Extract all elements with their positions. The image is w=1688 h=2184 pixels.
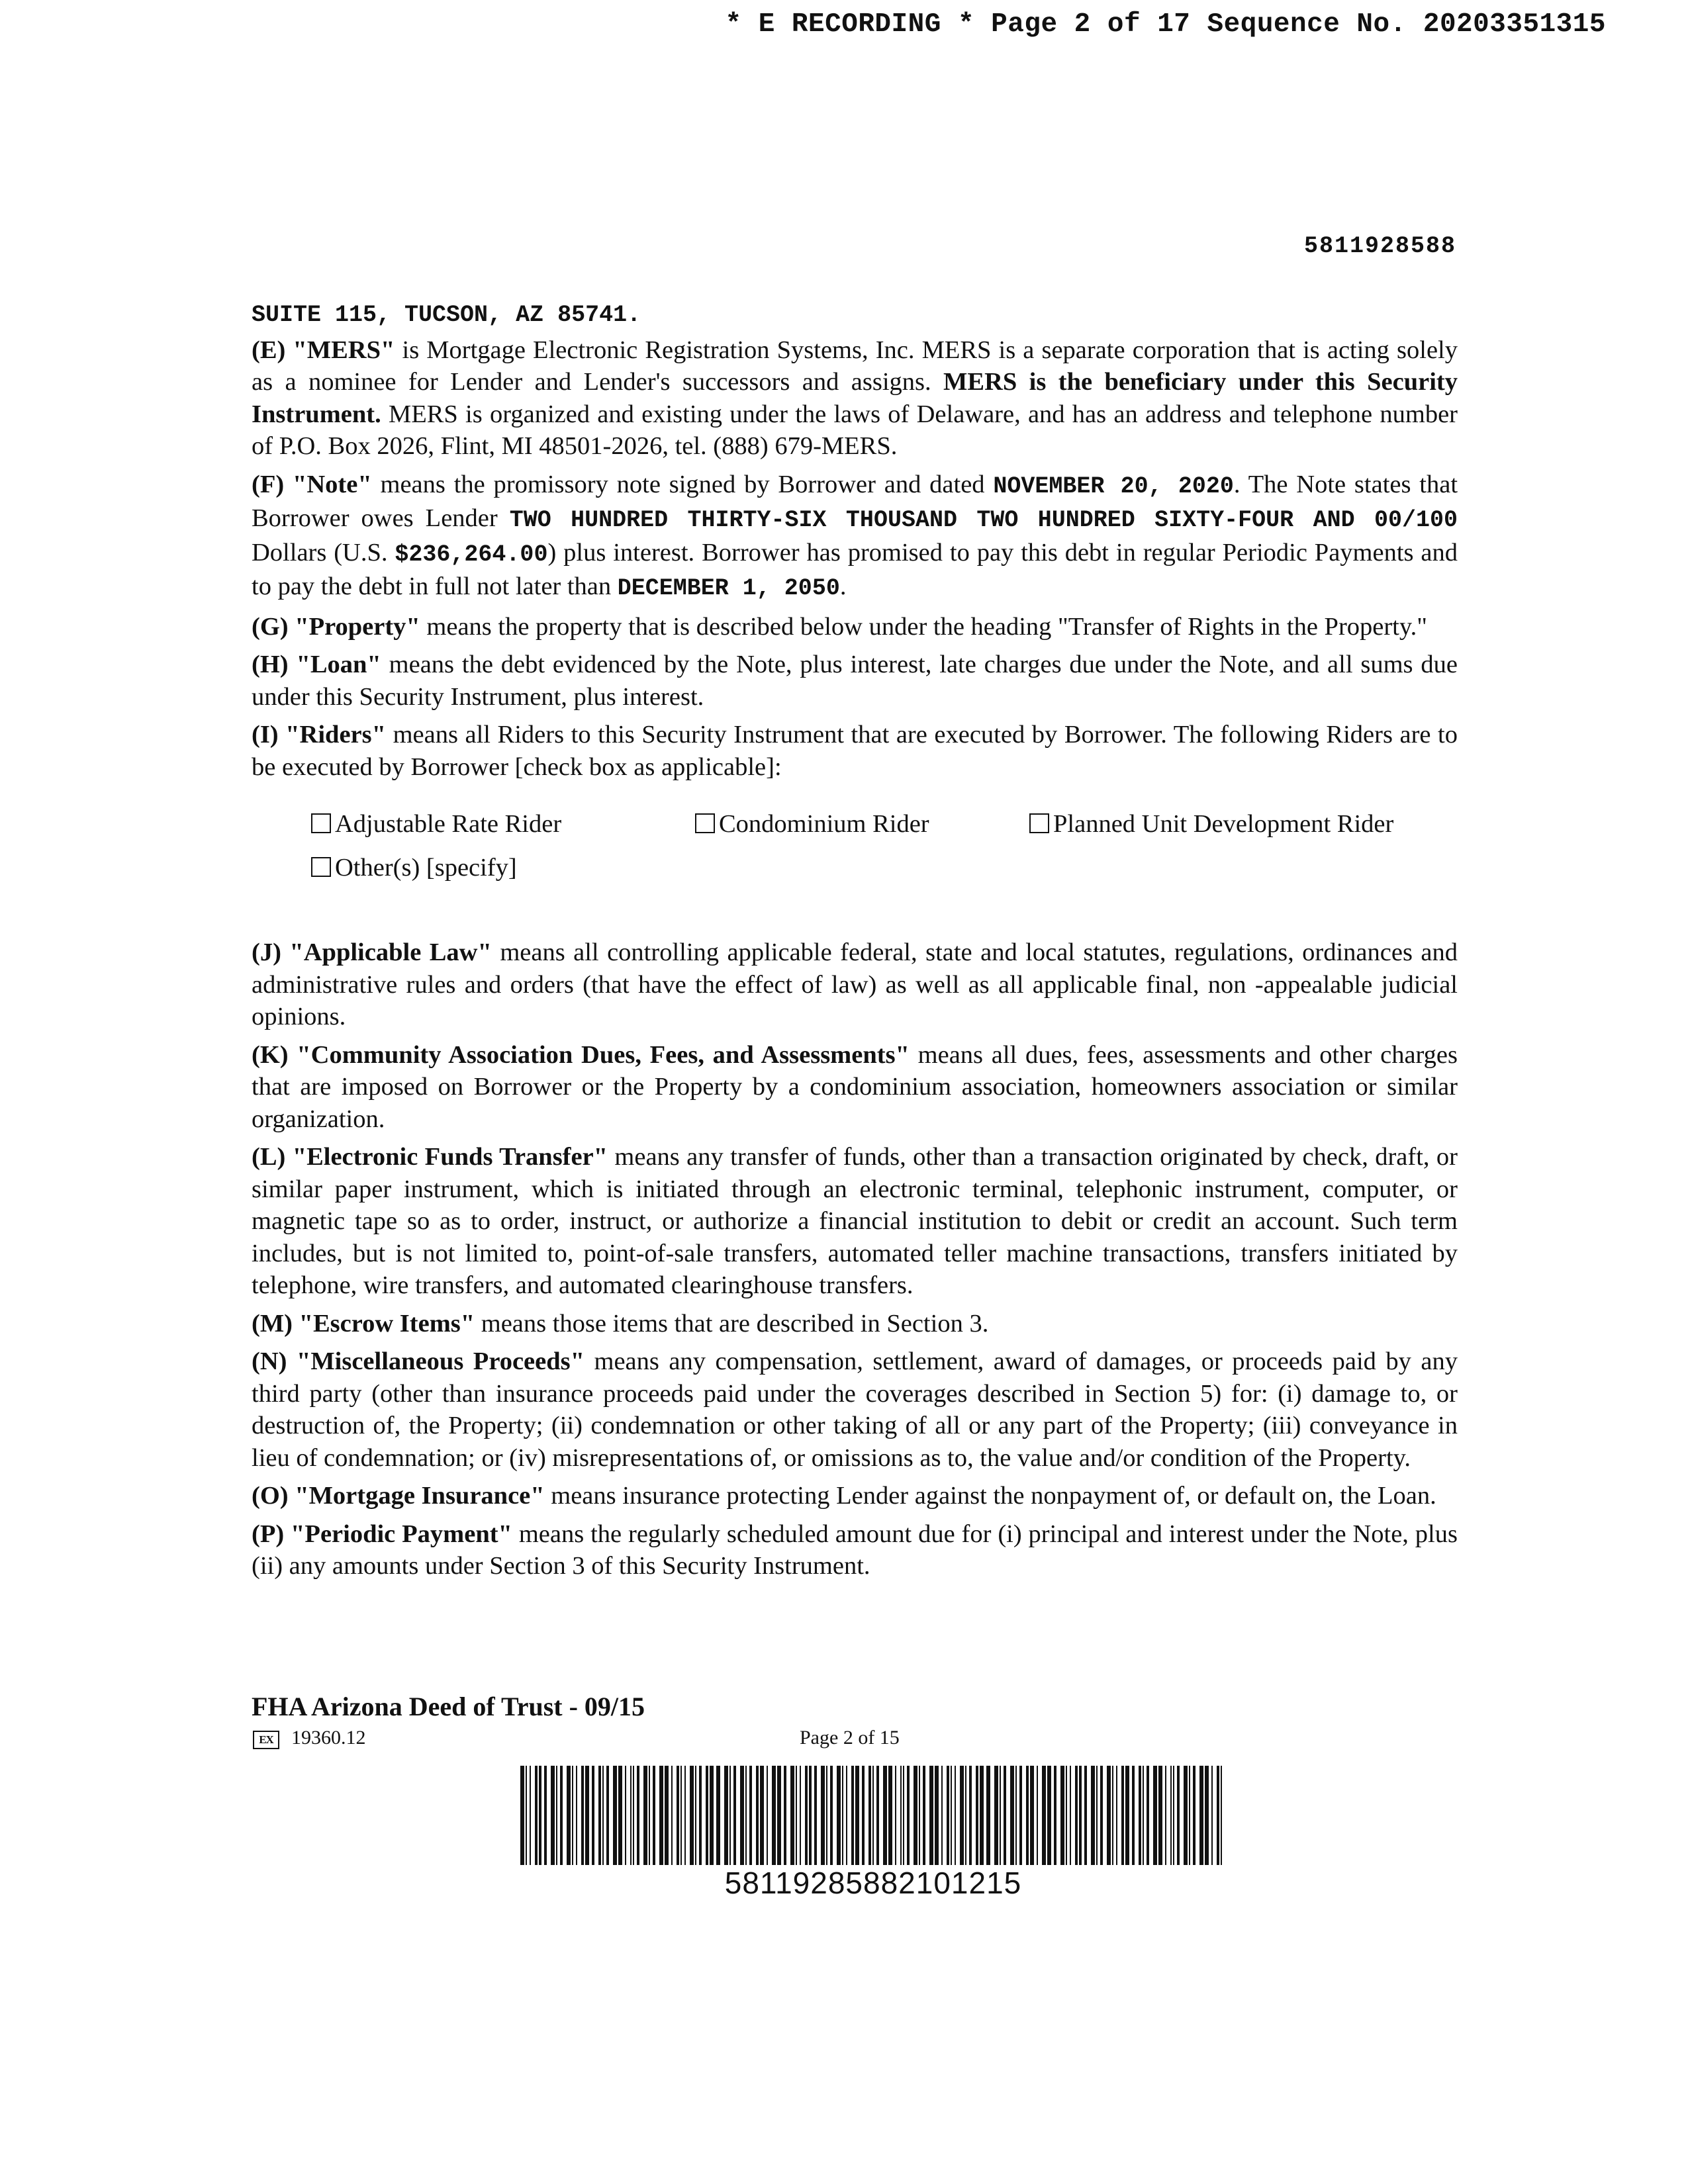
term-periodic-payment: (P) "Periodic Payment"	[252, 1520, 512, 1548]
loan-number: 5811928588	[1303, 233, 1456, 259]
term-loan: (H) "Loan"	[252, 651, 381, 678]
definition-h-loan: (H) "Loan" means the debt evidenced by the Note, plus interest, late charges due under the Note, and all sums due under this Security Instrument, plus interest.	[252, 651, 1458, 711]
term-electronic-funds-transfer: (L) "Electronic Funds Transfer"	[252, 1143, 608, 1171]
page-number: Page 2 of 15	[800, 1727, 900, 1749]
term-applicable-law: (J) "Applicable Law"	[252, 938, 492, 966]
definition-k-community-association: (K) "Community Association Dues, Fees, and Assessments" means all dues, fees, assessments and other charges that are imposed on Borrower or the Property by a condominium association, homeowners association or similar organization.	[252, 1040, 1458, 1133]
loan-amount: $236,264.00	[395, 541, 548, 568]
term-miscellaneous-proceeds: (N) "Miscellaneous Proceeds"	[252, 1347, 585, 1375]
definition-o-mortgage-insurance: (O) "Mortgage Insurance" means insurance protecting Lender against the nonpayment of, or default on, the Loan.	[252, 1482, 1436, 1510]
barcode-number: 58119285882101215	[724, 1866, 1022, 1900]
term-property: (G) "Property"	[252, 612, 420, 641]
term-riders: (I) "Riders"	[252, 721, 387, 749]
form-title: FHA Arizona Deed of Trust - 09/15	[252, 1692, 645, 1721]
definition-j-applicable-law: (J) "Applicable Law" means all controlling applicable federal, state and local statutes, regulations, ordinances and administrative rules and orders (that have the effect of law) as well as all applicable final, non -appealable judicial opinions.	[252, 938, 1458, 1030]
definition-p-periodic-payment: (P) "Periodic Payment" means the regularly scheduled amount due for (i) principal and interest under the Note, plus (ii) any amounts under Section 3 of this Security Instrument.	[252, 1520, 1458, 1580]
maturity-date: DECEMBER 1, 2050	[617, 575, 840, 602]
document-body	[252, 299, 1458, 1588]
definition-g-property: (G) "Property" means the property that is described below under the heading "Transfer of Rights in the Property."	[252, 612, 1427, 641]
rider-planned-unit-development[interactable]: Planned Unit Development Rider	[1029, 808, 1393, 841]
definition-l-electronic-funds-transfer: (L) "Electronic Funds Transfer" means any transfer of funds, other than a transaction originated by check, draft, or similar paper instrument, which is initiated through an electronic terminal, telephonic instrument, computer, or magnetic tape so as to order, instruct, or authorize a financial institution to debit or credit an account. Such term includes, but is not limited to, point-of-sale transfers, automated teller machine transactions, transfers initiated by telephone, wire transfers, and automated clearinghouse transfers.	[252, 1143, 1458, 1299]
definition-f-note: (F) "Note" means the promissory note signed by Borrower and dated NOVEMBER 20, 2020. The Note states that Borrower owes Lender TWO HUNDRED THIRTY-SIX THOUSAND TWO HUNDRED SIXTY-FOUR AND 00/100 Dollars (U.S. $236,264.00) plus interest. Borrower has promised to pay this debt in regular Periodic Payments and to pay the debt in full not later than DECEMBER 1, 2050.	[252, 470, 1458, 602]
checkbox-icon[interactable]	[695, 813, 715, 833]
term-mortgage-insurance: (O) "Mortgage Insurance"	[252, 1482, 545, 1510]
term-community-association: (K) "Community Association Dues, Fees, and Assessments"	[252, 1040, 910, 1069]
form-code: 19360.12	[291, 1727, 366, 1749]
definition-e-mers: (E) "MERS" is Mortgage Electronic Registration Systems, Inc. MERS is a separate corporation that is acting solely as a nominee for Lender and Lender's successors and assigns. MERS is the beneficiary under this Security Instrument. MERS is organized and existing under the laws of Delaware, and has an address and telephone number of P.O. Box 2026, Flint, MI 48501-2026, tel. (888) 679-MERS.	[252, 336, 1458, 460]
riders-checklist	[252, 808, 1458, 913]
rider-condominium[interactable]: Condominium Rider	[695, 808, 929, 841]
rider-adjustable-rate[interactable]: Adjustable Rate Rider	[311, 808, 561, 841]
definition-i-riders: (I) "Riders" means all Riders to this Security Instrument that are executed by Borrower. The following Riders are to be executed by Borrower [check box as applicable]:	[252, 721, 1458, 781]
definition-m-escrow-items: (M) "Escrow Items" means those items that are described in Section 3.	[252, 1309, 989, 1338]
definition-n-miscellaneous-proceeds: (N) "Miscellaneous Proceeds" means any compensation, settlement, award of damages, or proceeds paid by any third party (other than insurance proceeds paid under the coverages described in Section 5) for: (i) damage to, or destruction of, the Property; (ii) condemnation or other taking of all or any part of the Property; (iii) conveyance in lieu of condemnation; or (iv) misrepresentations of, or omissions as to, the value and/or condition of the Property.	[252, 1347, 1458, 1472]
address-line: SUITE 115, TUCSON, AZ 85741.	[252, 302, 641, 328]
checkbox-icon[interactable]	[1029, 813, 1049, 833]
mers-beneficiary-statement: MERS is the beneficiary under this Security Instrument.	[252, 368, 1458, 428]
term-escrow-items: (M) "Escrow Items"	[252, 1309, 475, 1338]
barcode-icon	[520, 1766, 1226, 1865]
checkbox-icon[interactable]	[311, 813, 331, 833]
term-mers: (E) "MERS"	[252, 336, 395, 364]
recording-header: * E RECORDING * Page 2 of 17 Sequence No. 20203351315	[725, 9, 1606, 40]
loan-amount-words: TWO HUNDRED THIRTY-SIX THOUSAND TWO HUNDRED SIXTY-FOUR AND 00/100	[509, 507, 1458, 533]
note-date: NOVEMBER 20, 2020	[993, 473, 1234, 500]
rider-other[interactable]: Other(s) [specify]	[311, 852, 517, 884]
term-note: (F) "Note"	[252, 470, 372, 498]
checkbox-icon[interactable]	[311, 857, 331, 877]
ellie-mae-logo-icon: EX	[253, 1731, 279, 1749]
